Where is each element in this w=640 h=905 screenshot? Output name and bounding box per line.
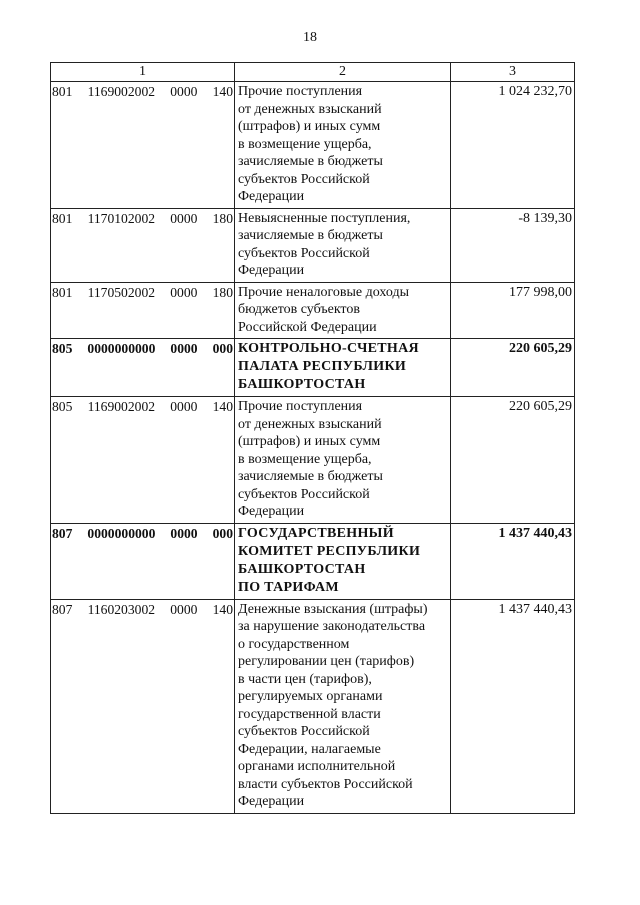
analytic-group-code: 140	[212, 399, 233, 414]
revenue-name-line: ПАЛАТА РЕСПУБЛИКИ	[238, 359, 407, 374]
column-header-amount: 3	[451, 63, 575, 82]
amount-cell: 1 024 232,70	[451, 82, 575, 209]
budget-code-cell	[51, 599, 235, 813]
revenue-name-line: органами исполнительной	[238, 759, 396, 774]
revenue-name-line: КОМИТЕТ РЕСПУБЛИКИ	[238, 543, 421, 559]
revenue-name-line: Прочие поступления	[238, 399, 363, 414]
administrator-code: 801	[52, 284, 73, 300]
administrator-code: 805	[52, 341, 73, 356]
revenue-name-line: Федерации	[238, 794, 305, 809]
budget-code-cell	[51, 523, 235, 599]
analytic-group-code: 000	[212, 341, 233, 356]
administrator-code: 807	[52, 601, 73, 617]
revenue-name-line: субъектов Российской	[238, 171, 370, 187]
revenue-name-cell	[235, 339, 451, 397]
revenue-name-line: КОНТРОЛЬНО-СЧЕТНАЯ	[238, 341, 419, 356]
revenue-name-line: в возмещение ущерба,	[238, 451, 372, 467]
budget-classification-code	[52, 83, 233, 101]
table-row	[51, 208, 575, 282]
revenue-name-line: регулировании цен (тарифов)	[238, 654, 415, 669]
amount-cell: 177 998,00	[451, 282, 575, 339]
revenue-name-line: зачисляемые в бюджеты	[238, 228, 383, 243]
revenue-name-line: о государственном	[238, 636, 350, 652]
amount-cell: -8 139,30	[451, 208, 575, 282]
revenue-name-line: Федерации, налагаемые	[238, 741, 381, 757]
analytic-group-code: 180	[212, 284, 233, 300]
analytic-group-code: 140	[212, 601, 233, 617]
budget-revenue-table	[50, 62, 575, 814]
subtype-code: 0000	[170, 525, 198, 541]
administrator-code: 805	[52, 399, 73, 414]
revenue-name-line: власти субъектов Российской	[238, 776, 413, 792]
revenue-name-line: БАШКОРТОСТАН	[238, 561, 366, 577]
revenue-name-cell	[235, 599, 451, 813]
budget-classification-code	[52, 210, 233, 228]
revenue-name-cell	[235, 208, 451, 282]
revenue-code: 1169002002	[87, 84, 156, 99]
amount-cell: 220 605,29	[451, 339, 575, 397]
budget-code-cell	[51, 208, 235, 282]
revenue-name-line: бюджетов субъектов	[238, 302, 360, 317]
table-header-row	[51, 63, 575, 82]
column-header-code: 1	[51, 63, 235, 82]
table-row	[51, 282, 575, 339]
administrator-code: 801	[52, 210, 73, 226]
revenue-code: 0000000000	[87, 341, 156, 356]
subtype-code: 0000	[170, 84, 198, 99]
revenue-code: 1170102002	[87, 210, 156, 226]
amount-cell: 1 437 440,43	[451, 599, 575, 813]
revenue-code: 1160203002	[87, 601, 156, 617]
revenue-name-line: зачисляемые в бюджеты	[238, 154, 383, 169]
revenue-name-line: Денежные взыскания (штрафы)	[238, 601, 428, 617]
revenue-name-line: за нарушение законодательства	[238, 619, 426, 634]
revenue-name-line: в части цен (тарифов),	[238, 671, 372, 687]
subtype-code: 0000	[170, 210, 198, 226]
revenue-name-line: Прочие неналоговые доходы	[238, 284, 410, 300]
analytic-group-code: 180	[212, 210, 233, 226]
revenue-name-line: Российской Федерации	[238, 319, 377, 335]
budget-classification-code	[52, 398, 233, 416]
budget-classification-code	[52, 601, 233, 619]
subtype-code: 0000	[170, 601, 198, 617]
budget-code-cell	[51, 82, 235, 209]
subtype-code: 0000	[170, 341, 198, 356]
administrator-code: 801	[52, 84, 73, 99]
analytic-group-code: 000	[212, 525, 233, 541]
budget-classification-code	[52, 340, 233, 358]
revenue-name-line: Федерации	[238, 263, 305, 278]
revenue-code: 0000000000	[87, 525, 156, 541]
subtype-code: 0000	[170, 399, 198, 414]
budget-code-cell	[51, 282, 235, 339]
table-row	[51, 397, 575, 524]
revenue-name-line: от денежных взысканий	[238, 416, 382, 432]
revenue-name-line: (штрафов) и иных сумм	[238, 434, 381, 449]
revenue-name-line: регулируемых органами	[238, 689, 383, 704]
budget-code-cell	[51, 397, 235, 524]
revenue-name-line: государственной власти	[238, 706, 381, 722]
revenue-name-line: ПО ТАРИФАМ	[238, 579, 339, 595]
revenue-name-line: в возмещение ущерба,	[238, 136, 372, 152]
table-row	[51, 339, 575, 397]
amount-cell: 220 605,29	[451, 397, 575, 524]
administrator-code: 807	[52, 525, 73, 541]
page-number: 18	[303, 30, 317, 45]
revenue-name-line: Прочие поступления	[238, 84, 363, 99]
analytic-group-code: 140	[212, 84, 233, 99]
table-row	[51, 82, 575, 209]
revenue-name-line: ГОСУДАРСТВЕННЫЙ	[238, 525, 394, 541]
budget-classification-code	[52, 284, 233, 302]
revenue-name-cell	[235, 523, 451, 599]
column-header-name: 2	[235, 63, 451, 82]
revenue-name-line: субъектов Российской	[238, 245, 370, 261]
revenue-name-cell	[235, 282, 451, 339]
revenue-name-line: Федерации	[238, 504, 305, 519]
revenue-name-cell	[235, 397, 451, 524]
revenue-name-line: БАШКОРТОСТАН	[238, 377, 366, 392]
table-row	[51, 523, 575, 599]
revenue-name-line: Федерации	[238, 189, 305, 204]
revenue-code: 1170502002	[87, 284, 156, 300]
budget-code-cell	[51, 339, 235, 397]
revenue-name-line: субъектов Российской	[238, 486, 370, 502]
revenue-name-line: (штрафов) и иных сумм	[238, 119, 381, 134]
revenue-name-cell	[235, 82, 451, 209]
subtype-code: 0000	[170, 284, 198, 300]
revenue-name-line: субъектов Российской	[238, 724, 370, 739]
revenue-code: 1169002002	[87, 399, 156, 414]
revenue-name-line: от денежных взысканий	[238, 101, 382, 117]
revenue-name-line: зачисляемые в бюджеты	[238, 469, 383, 484]
budget-classification-code	[52, 525, 233, 543]
amount-cell: 1 437 440,43	[451, 523, 575, 599]
revenue-name-line: Невыясненные поступления,	[238, 210, 411, 226]
table-row	[51, 599, 575, 813]
